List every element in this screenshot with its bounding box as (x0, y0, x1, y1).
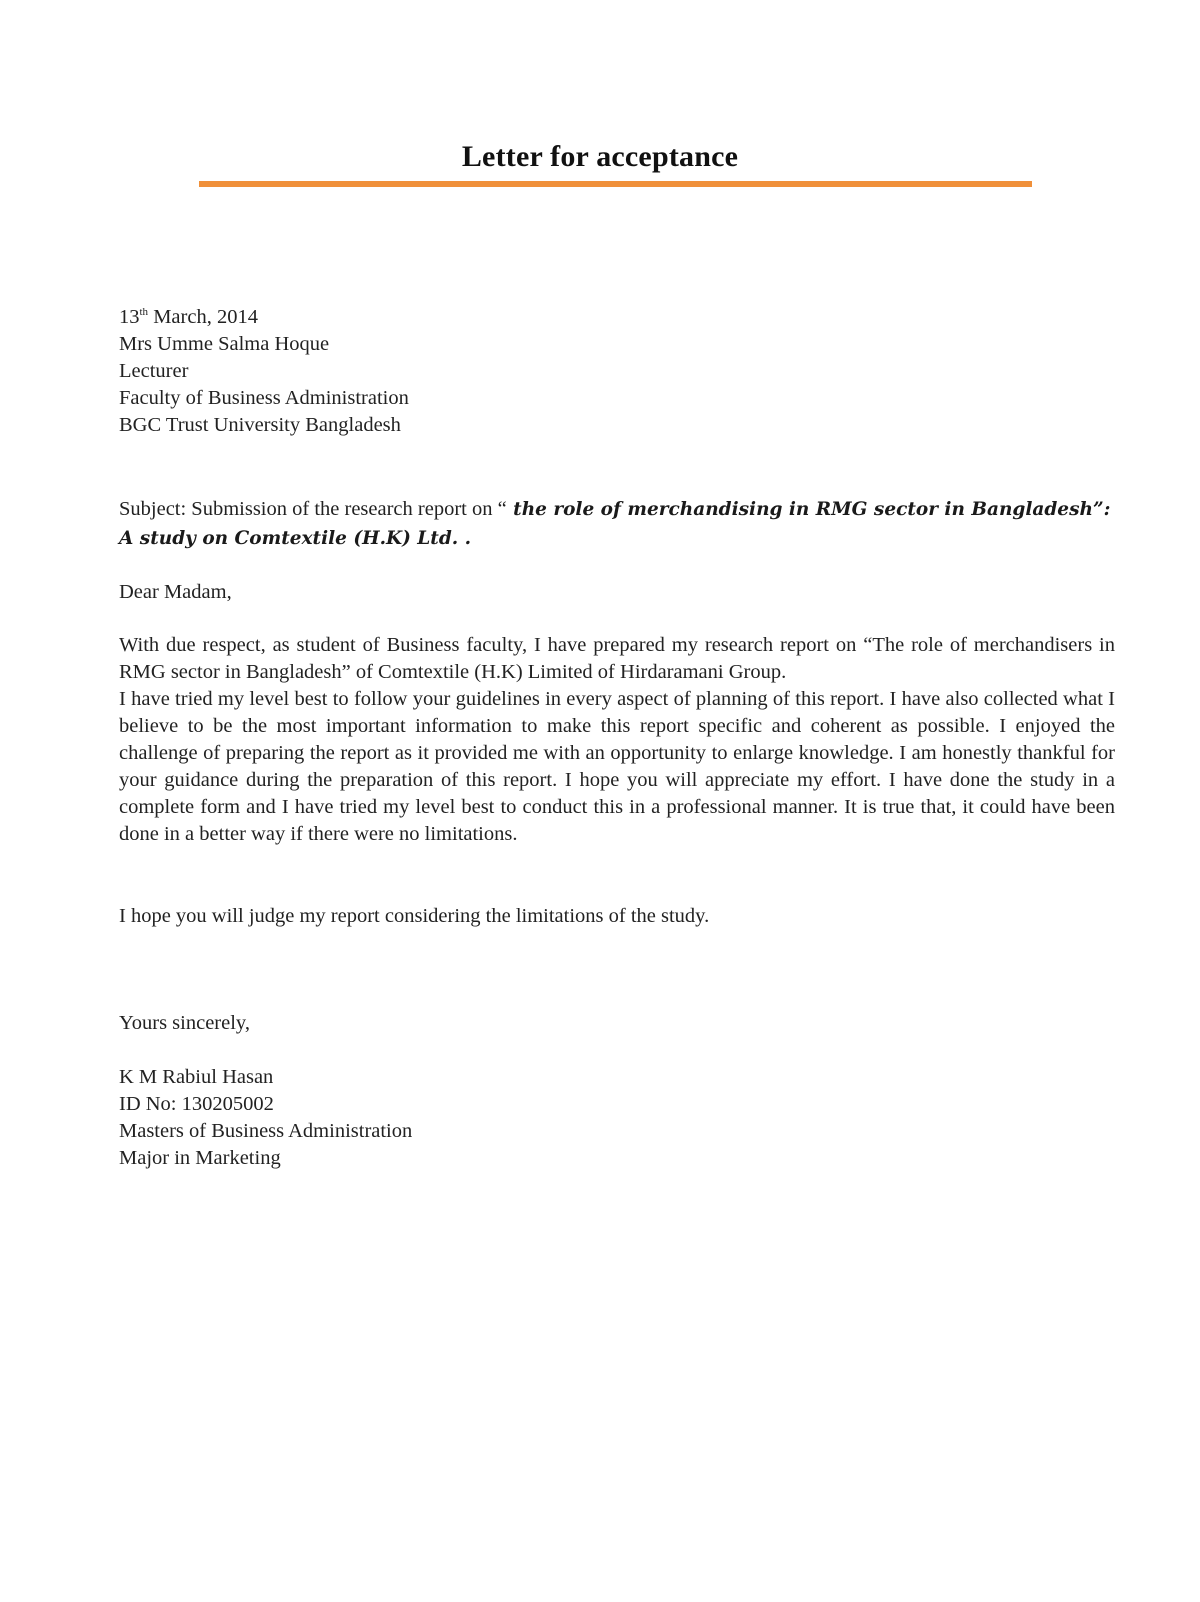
recipient-position: Lecturer (119, 360, 189, 382)
greeting: Dear Madam, (119, 581, 232, 603)
letter-title: Letter for acceptance (461, 140, 739, 173)
signoff: Yours sincerely, (119, 1012, 250, 1034)
subject-block (119, 495, 1115, 553)
date-rest: March, 2014 (148, 306, 258, 328)
body-paragraph-1: With due respect, as student of Business faculty, I have prepared my research report on “The role of merchandisers in RMG sector in Bangladesh” of Comtextile (H.K) Limited of Hirdaramani Group. (119, 634, 1115, 683)
letter-body (119, 632, 1115, 848)
date-suffix: th (139, 306, 149, 318)
recipient-name: Mrs Umme Salma Hoque (119, 333, 330, 355)
recipient-block (119, 304, 1115, 439)
sender-id: ID No: 130205002 (119, 1093, 274, 1115)
sender-block (119, 1064, 1115, 1172)
date-day: 13 (119, 306, 140, 328)
subject-topic-2: A study on Comtextile (H.K) Ltd. . (119, 528, 472, 549)
sender-name: K M Rabiul Hasan (119, 1066, 274, 1088)
title-underline (199, 181, 1032, 187)
subject-line-1 (119, 495, 1115, 524)
recipient-faculty: Faculty of Business Administration (119, 387, 409, 409)
sender-major: Major in Marketing (119, 1147, 281, 1169)
sender-program: Masters of Business Administration (119, 1120, 413, 1142)
letter-date (119, 304, 1115, 331)
subject-topic-1: the role of merchandising in RMG sector in Bangladesh”: (506, 499, 1111, 520)
recipient-university: BGC Trust University Bangladesh (119, 414, 401, 436)
body-paragraph-2: I have tried my level best to follow your guidelines in every aspect of planning of this report. I have also collected what I believe to be the most important information to make this report specific and coherent as possible. I enjoyed the challenge of preparing the report as it provided me with an opportunity to enlarge knowledge. I am honestly thankful for your guidance during the preparation of this report. I hope you will appreciate my effort. I have done the study in a complete form and I have tried my level best to conduct this in a professional manner. It is true that, it could have been done in a better way if there were no limitations. (119, 688, 1115, 845)
closing-line: I hope you will judge my report considering the limitations of the study. (119, 905, 710, 927)
subject-prefix: Subject: Submission of the research report on “ (119, 498, 507, 520)
